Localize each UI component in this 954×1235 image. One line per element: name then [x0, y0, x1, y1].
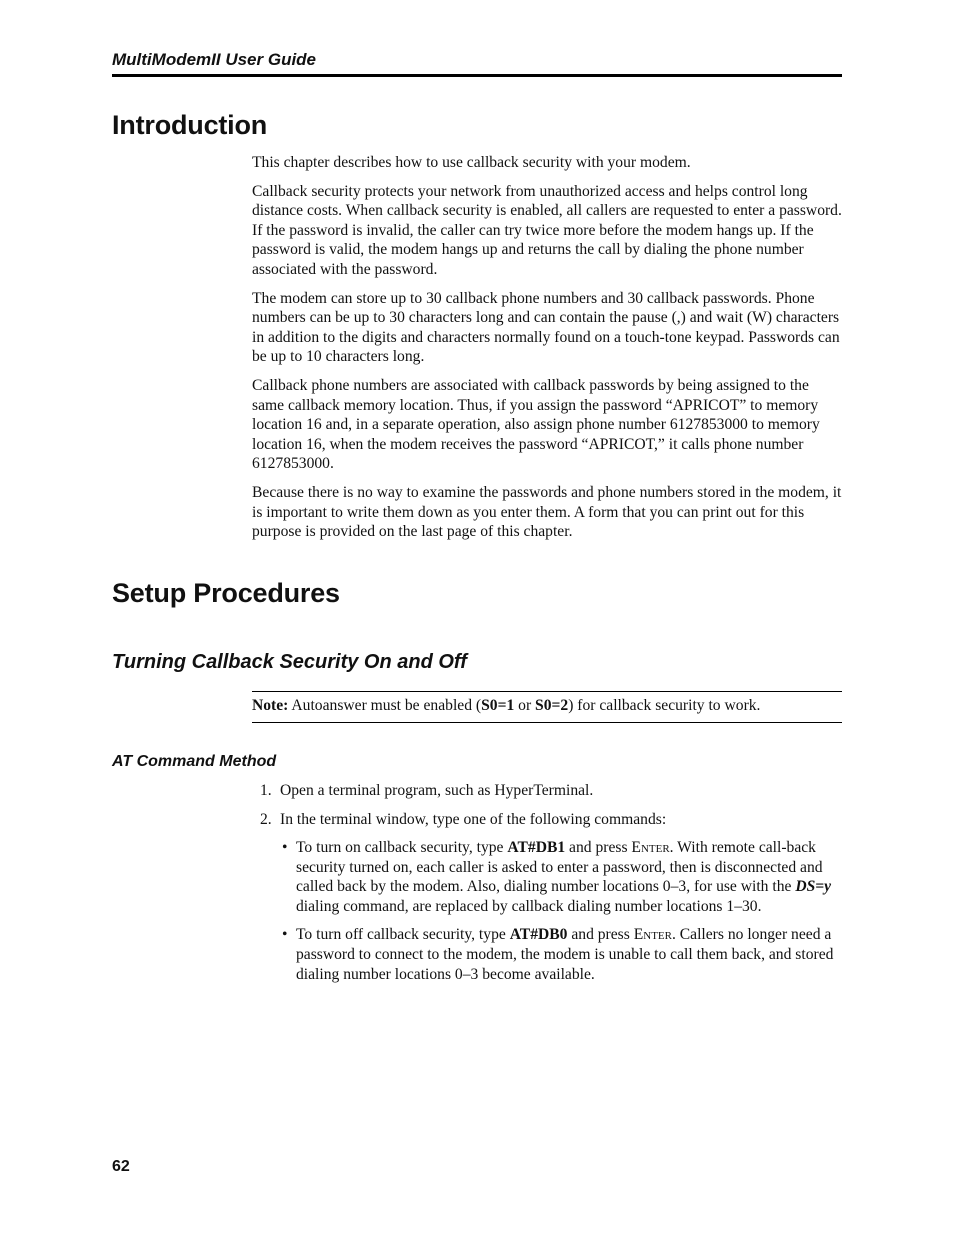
step-2	[252, 810, 842, 830]
step-number: 1.	[260, 782, 272, 799]
command-at-db1: AT#DB1	[507, 839, 566, 856]
enter-key: Enter	[633, 926, 672, 944]
command-at-db0: AT#DB0	[509, 926, 568, 944]
intro-paragraph-3: The modem can store up to 30 callback phone numbers and 30 callback passwords. Phone numbers can be up to 30 characters long and can contain the pause (,) and wait (W) characters in addition to the digits and characters normally found on a touch-tone keypad. Passwords can be up to 10 characters long.	[252, 289, 840, 366]
intro-paragraph-5: Because there is no way to examine the passwords and phone numbers stored in the modem, it is important to write them down as you enter them. A form that you can print out for this purpose is provided on the last page of this chapter.	[252, 483, 842, 541]
callback-subheading: Turning Callback Security On and Off	[112, 651, 467, 673]
introduction-body	[252, 153, 842, 551]
introduction-heading: Introduction	[112, 110, 268, 140]
note-code-s0-2: S0=2	[535, 697, 569, 714]
note-label: Note:	[252, 697, 289, 714]
note-box	[252, 691, 842, 723]
bullet-mark: •	[282, 926, 288, 944]
command-ds-y: DS=y	[795, 878, 832, 896]
intro-paragraph-1: This chapter describes how to use callback security with your modem.	[252, 154, 691, 171]
bullet-text: dialing command, are replaced by callback dialing number locations 1–30.	[296, 897, 762, 915]
bullet-text: To turn off callback security, type	[296, 926, 510, 944]
bullet-text: and press	[567, 926, 634, 944]
bullet-turn-on	[280, 838, 842, 916]
steps-list	[252, 781, 842, 838]
intro-paragraph-2: Callback security protects your network from unauthorized access and helps control long distance costs. When callback security is enabled, all callers are requested to enter a password. If the password is invalid, the caller can try twice more before the modem hangs up. If the password is valid, the modem hangs up and returns the call by dialing the phone number associated with the password.	[252, 182, 842, 278]
running-header: MultiModemII User Guide	[112, 48, 842, 77]
bullet-text: . With remote call-back security turned on, each caller is asked to enter a password, then is disconnected and called back by the modem. Also, dialing number locations 0–3, for use with the	[296, 839, 823, 896]
bullet-text: and press	[565, 839, 632, 856]
bullet-text: To turn on callback security, type	[296, 839, 508, 856]
note-text-b: or	[514, 697, 536, 714]
step-text: In the terminal window, type one of the following commands:	[280, 810, 667, 828]
bullet-text: . Callers no longer need a password to connect to the modem, the modem is unable to call them back, and stored dialing number locations 0–3 become available.	[296, 926, 834, 983]
step-number: 2.	[260, 810, 272, 828]
at-command-heading: AT Command Method	[112, 753, 277, 770]
command-bullets	[280, 838, 842, 993]
setup-procedures-heading: Setup Procedures	[112, 578, 340, 608]
step-text: Open a terminal program, such as HyperTerminal.	[280, 782, 594, 799]
note-code-s0-1: S0=1	[481, 697, 515, 714]
intro-paragraph-4: Callback phone numbers are associated with callback passwords by being assigned to the same callback memory location. Thus, if you assign the password “APRICOT” to memory location 16 and, in a separate operation, also assign phone number 6127853000 to memory location 16, when the modem receives the password “APRICOT,” it calls phone number 6127853000.	[252, 376, 820, 473]
bullet-turn-off	[280, 925, 842, 984]
bullet-mark: •	[282, 839, 288, 856]
note-text-c: ) for callback security to work.	[568, 697, 761, 714]
step-1	[252, 781, 842, 801]
page-number: 62	[112, 1158, 130, 1175]
note-text-a: Autoanswer must be enabled (	[288, 697, 482, 714]
enter-key: Enter	[631, 839, 670, 856]
